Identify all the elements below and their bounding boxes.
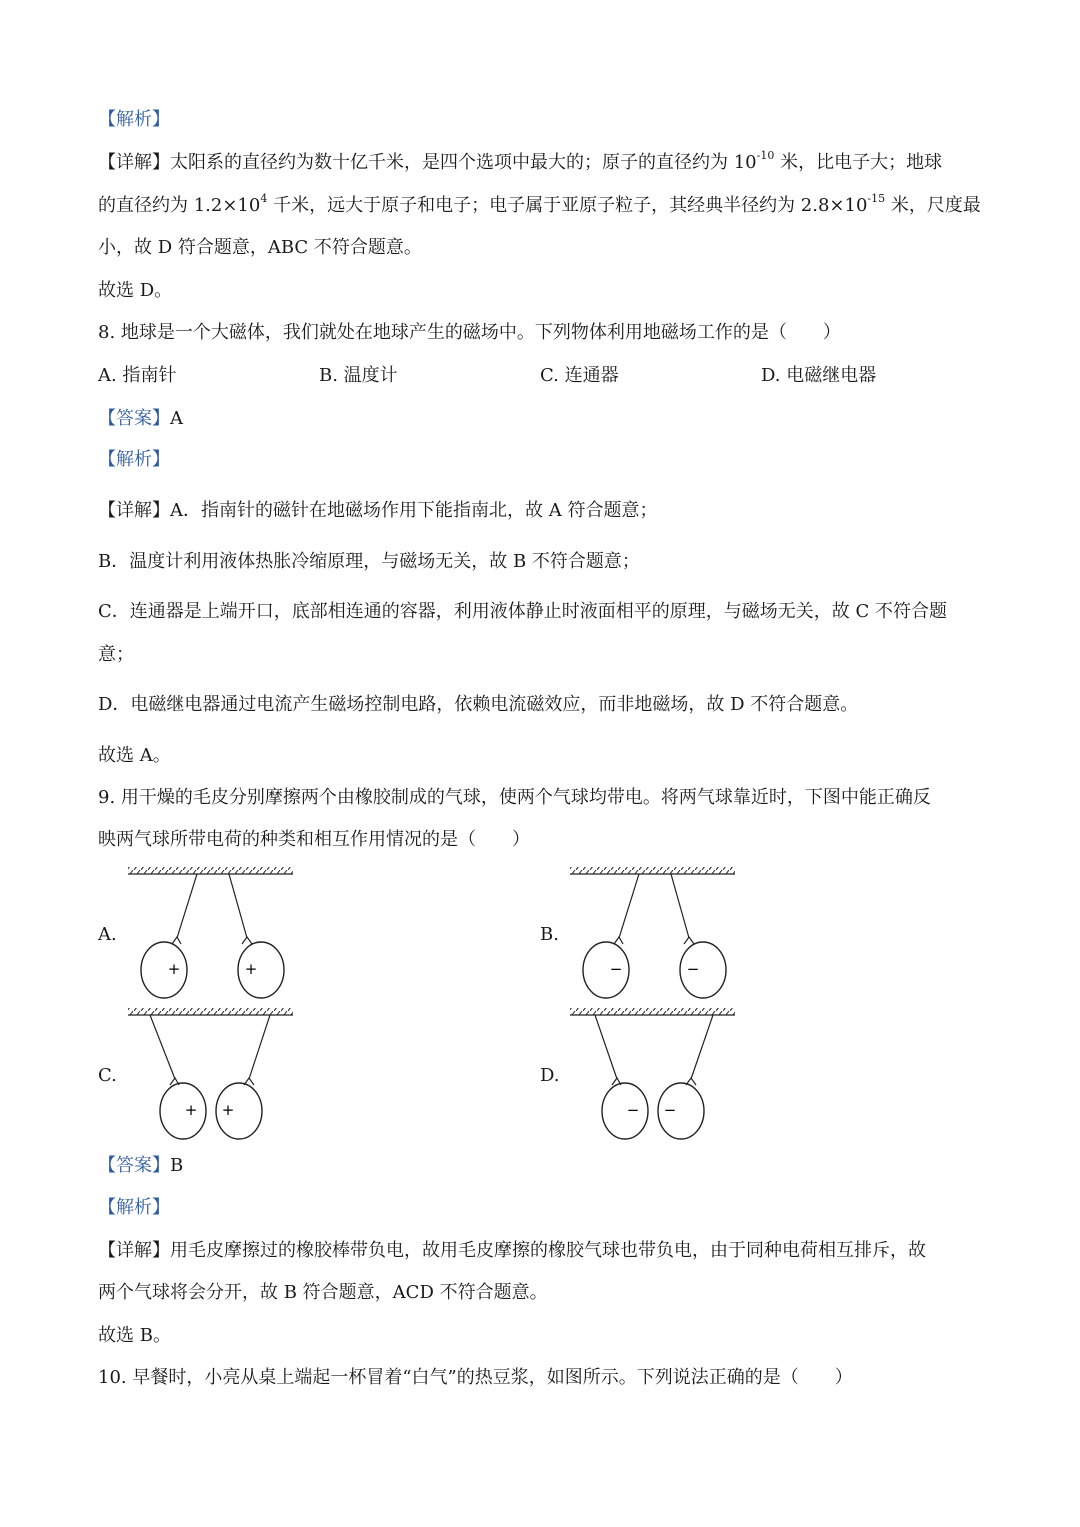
q7-detail-line-3: 小，故 D 符合题意，ABC 不符合题意。 — [98, 237, 422, 258]
figure-c-balloons — [120, 1003, 300, 1143]
q8-conclusion: 故选 A。 — [98, 745, 171, 766]
q9-stem-line-1: 9. 用干燥的毛皮分别摩擦两个由橡胶制成的气球，使两个气球均带电。将两气球靠近时，下图中能正确反 — [98, 787, 931, 808]
q8-option-d: D. 电磁继电器 — [761, 365, 877, 386]
q8-detail-c1: C．连通器是上端开口，底部相连通的容器，利用液体静止时液面相平的原理，与磁场无关，故 C 不符合题 — [98, 601, 947, 622]
figure-c-label: C. — [98, 1065, 117, 1086]
q7-analysis-tag: 【解析】 — [98, 109, 170, 130]
q8-stem: 8. 地球是一个大磁体，我们就处在地球产生的磁场中。下列物体利用地磁场工作的是（ ） — [98, 322, 841, 343]
figure-d-balloons — [562, 1003, 742, 1143]
q9-analysis-tag: 【解析】 — [98, 1197, 170, 1218]
q8-detail-c2: 意； — [98, 644, 134, 665]
q10-stem: 10. 早餐时，小亮从桌上端起一杯冒着“白气”的热豆浆，如图所示。下列说法正确的是（ ） — [98, 1367, 853, 1388]
q8-option-b: B. 温度计 — [319, 365, 398, 386]
charge-right: + — [221, 1101, 235, 1119]
detail-tag: 【详解】 — [98, 152, 170, 173]
q8-option-c: C. 连通器 — [540, 365, 619, 386]
q8-detail-a: 【详解】A．指南针的磁针在地磁场作用下能指南北，故 A 符合题意； — [98, 500, 658, 521]
charge-right: + — [244, 960, 258, 978]
charge-right: − — [663, 1101, 677, 1119]
charge-left: + — [184, 1101, 198, 1119]
q9-answer: 【答案】B — [98, 1155, 184, 1176]
charge-left: − — [626, 1101, 640, 1119]
q7-detail-line-1: 【详解】太阳系的直径约为数十亿千米，是四个选项中最大的；原子的直径约为 $10^{-10}$ 米，比电子大；地球 — [98, 149, 943, 173]
figure-a-balloons — [120, 862, 300, 1002]
q8-answer: 【答案】A — [98, 408, 183, 429]
q7-conclusion: 故选 D。 — [98, 280, 173, 301]
q8-analysis-tag: 【解析】 — [98, 449, 170, 470]
charge-right: − — [686, 960, 700, 978]
figure-b-label: B. — [540, 924, 559, 945]
figure-a-label: A. — [98, 924, 117, 945]
q8-detail-b: B．温度计利用液体热胀冷缩原理，与磁场无关，故 B 不符合题意； — [98, 551, 640, 572]
figure-d-label: D. — [540, 1065, 560, 1086]
charge-left: + — [167, 960, 181, 978]
q8-detail-d: D．电磁继电器通过电流产生磁场控制电路，依赖电流磁效应，而非地磁场，故 D 不符合题意。 — [98, 694, 859, 715]
q9-detail-line-1: 【详解】用毛皮摩擦过的橡胶棒带负电，故用毛皮摩擦的橡胶气球也带负电，由于同种电荷相互排斥，故 — [98, 1240, 926, 1261]
figure-b-balloons — [562, 862, 742, 1002]
q9-conclusion: 故选 B。 — [98, 1325, 171, 1346]
q8-option-a: A. 指南针 — [98, 365, 177, 386]
q9-detail-line-2: 两个气球将会分开，故 B 符合题意，ACD 不符合题意。 — [98, 1282, 548, 1303]
charge-left: − — [609, 960, 623, 978]
q7-detail-line-2: 的直径约为 $1.2\times 10^4$ 千米，远大于原子和电子；电子属于亚原子粒子，其经典半径约为 $2.8\times 10^{-15}$ 米，尺度最 — [98, 192, 981, 216]
q9-stem-line-2: 映两气球所带电荷的种类和相互作用情况的是（ ） — [98, 829, 530, 850]
